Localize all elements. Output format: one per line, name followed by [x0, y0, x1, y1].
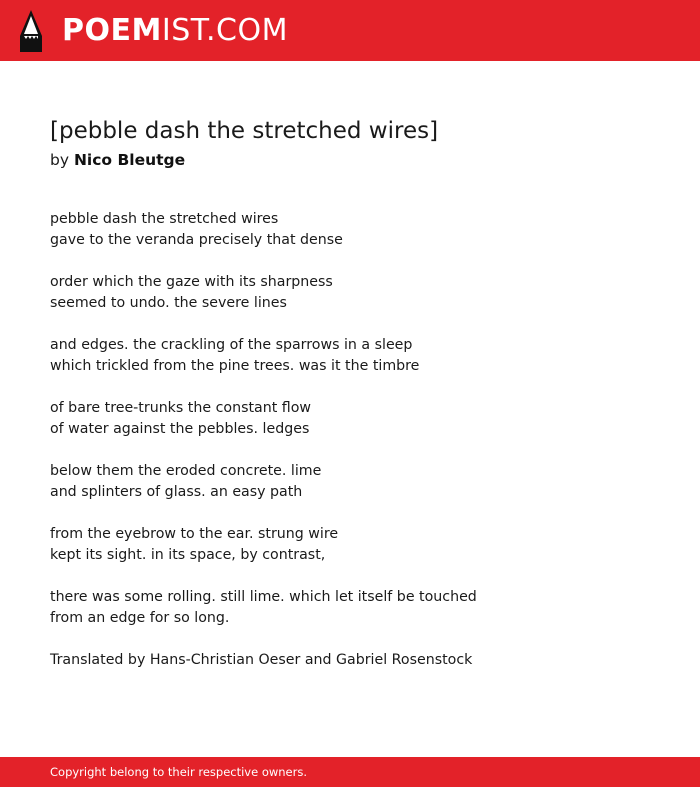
- poem-line: below them the eroded concrete. lime: [50, 463, 322, 479]
- poem-line: pebble dash the stretched wires: [50, 211, 279, 227]
- poem-line: order which the gaze with its sharpness: [50, 274, 333, 290]
- byline-prefix: by: [50, 151, 70, 169]
- poem-line: from an edge for so long.: [50, 610, 230, 626]
- poem-body: [50, 209, 650, 671]
- site-logo[interactable]: [18, 10, 288, 52]
- poem-line: which trickled from the pine trees. was it the timbre: [50, 358, 420, 374]
- poem-line: from the eyebrow to the ear. strung wire: [50, 526, 339, 542]
- stanza: [50, 461, 650, 503]
- author-link[interactable]: Nico Bleutge: [73, 151, 186, 169]
- stanza: [50, 398, 650, 440]
- poem-line: and splinters of glass. an easy path: [50, 484, 303, 500]
- copyright-notice: Copyright belong to their respective owners.: [50, 765, 308, 779]
- poem-line: gave to the veranda precisely that dense: [50, 232, 343, 248]
- site-footer: [0, 757, 700, 787]
- stanza: [50, 272, 650, 314]
- poem-line: kept its sight. in its space, by contrast,: [50, 547, 326, 563]
- stanza: [50, 524, 650, 566]
- poem-title: [pebble dash the stretched wires]: [50, 118, 439, 144]
- site-name-bold: POEM: [62, 13, 162, 48]
- stanza: [50, 587, 650, 629]
- poem-line: of water against the pebbles. ledges: [50, 421, 310, 437]
- stanza: [50, 209, 650, 251]
- poem-content: [50, 115, 650, 671]
- site-name: [62, 10, 288, 52]
- poem-line: of bare tree-trunks the constant flow: [50, 400, 311, 416]
- byline: [50, 149, 650, 171]
- stanza: [50, 335, 650, 377]
- poem-line: and edges. the crackling of the sparrows in a sleep: [50, 337, 413, 353]
- site-header: [0, 0, 700, 61]
- pen-nib-icon: [18, 10, 44, 52]
- poem-line: seemed to undo. the severe lines: [50, 295, 287, 311]
- poem-line: there was some rolling. still lime. which let itself be touched: [50, 589, 477, 605]
- site-name-light: IST.COM: [161, 13, 288, 48]
- translator-credit: Translated by Hans-Christian Oeser and Gabriel Rosenstock: [50, 652, 473, 668]
